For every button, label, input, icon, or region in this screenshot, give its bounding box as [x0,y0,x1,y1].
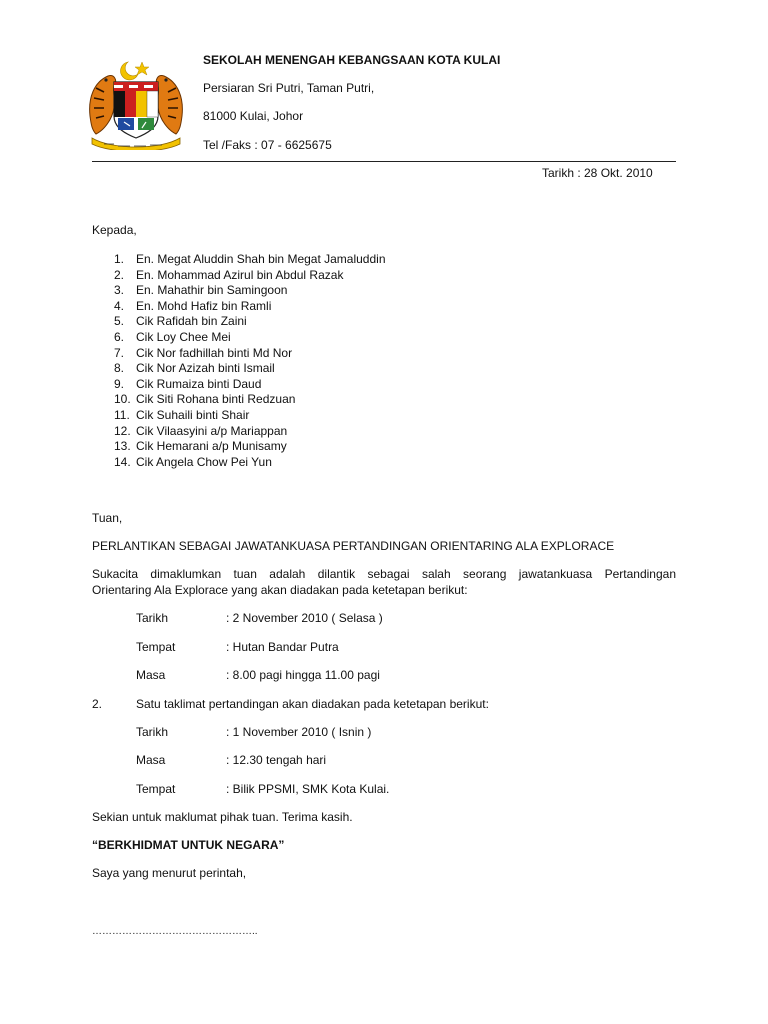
address-line-2: 81000 Kulai, Johor [203,109,304,123]
greeting: Tuan, [92,511,123,525]
event-date-value: : 2 November 2010 ( Selasa ) [226,611,383,625]
intro-line-2: Orientaring Ala Explorace yang akan diadakan pada ketetapan berikut: [92,583,468,597]
list-item: 1. En. Megat Aluddin Shah bin Megat Jamaluddin [114,252,386,266]
school-name: SEKOLAH MENENGAH KEBANGSAAN KOTA KULAI [203,53,501,67]
tel-fax: Tel /Faks : 07 - 6625675 [203,138,332,152]
list-item: 2. En. Mohammad Azirul bin Abdul Razak [114,267,344,282]
list-item: 6. Cik Loy Chee Mei [114,329,231,344]
salutation-to: Kepada, [92,223,137,237]
list-item: 11. Cik Suhaili binti Shair [114,407,250,422]
list-item: 3. En. Mahathir bin Samingoon [114,283,288,298]
event-date-label: Tarikh [136,611,169,625]
letter-date: Tarikh : 28 Okt. 2010 [542,166,653,180]
address-line-1: Persiaran Sri Putri, Taman Putri, [203,81,375,95]
letter-subject: PERLANTIKAN SEBAGAI JAWATANKUASA PERTANDINGAN ORIENTARING ALA EXPLORACE [92,539,615,553]
intro-line-1: Sukacita dimaklumkan tuan adalah dilantik sebagai salah seorang jawatankuasa Pertandingan [92,567,676,581]
list-item: 7. Cik Nor fadhillah binti Md Nor [114,345,293,360]
recipient-list [114,252,386,470]
signature-line: ………………………………………….. [92,926,258,937]
list-item: 13. Cik Hemarani a/p Munisamy [114,439,287,454]
para2-text: Satu taklimat pertandingan akan diadakan pada ketetapan berikut: [136,697,489,711]
closing-line: Sekian untuk maklumat pihak tuan. Terima kasih. [92,810,353,824]
list-item: 12. Cik Vilaasyini a/p Mariappan [114,423,288,438]
list-item: 4. En. Mohd Hafiz bin Ramli [114,298,272,313]
header-divider [92,161,676,162]
slogan: “BERKHIDMAT UNTUK NEGARA” [92,838,285,852]
event-time-label: Masa [136,668,166,682]
signoff: Saya yang menurut perintah, [92,866,247,880]
event-place-value: : Hutan Bandar Putra [226,640,339,654]
briefing-time-value: : 12.30 tengah hari [226,753,327,767]
list-item: 10. Cik Siti Rohana binti Redzuan [114,392,296,407]
list-item: 14. Cik Angela Chow Pei Yun [114,454,272,469]
event-place-label: Tempat [136,640,176,654]
event-time-value: : 8.00 pagi hingga 11.00 pagi [226,668,380,682]
coat-of-arms-icon [82,58,190,150]
para2-number: 2. [92,697,103,711]
briefing-time-label: Masa [136,753,166,767]
list-item: 9. Cik Rumaiza binti Daud [114,376,262,391]
briefing-place-label: Tempat [136,782,176,796]
briefing-place-value: : Bilik PPSMI, SMK Kota Kulai. [226,782,390,796]
briefing-date-label: Tarikh [136,725,169,739]
list-item: 8. Cik Nor Azizah binti Ismail [114,361,275,376]
briefing-date-value: : 1 November 2010 ( Isnin ) [226,725,372,739]
list-item: 5. Cik Rafidah bin Zaini [114,314,247,329]
